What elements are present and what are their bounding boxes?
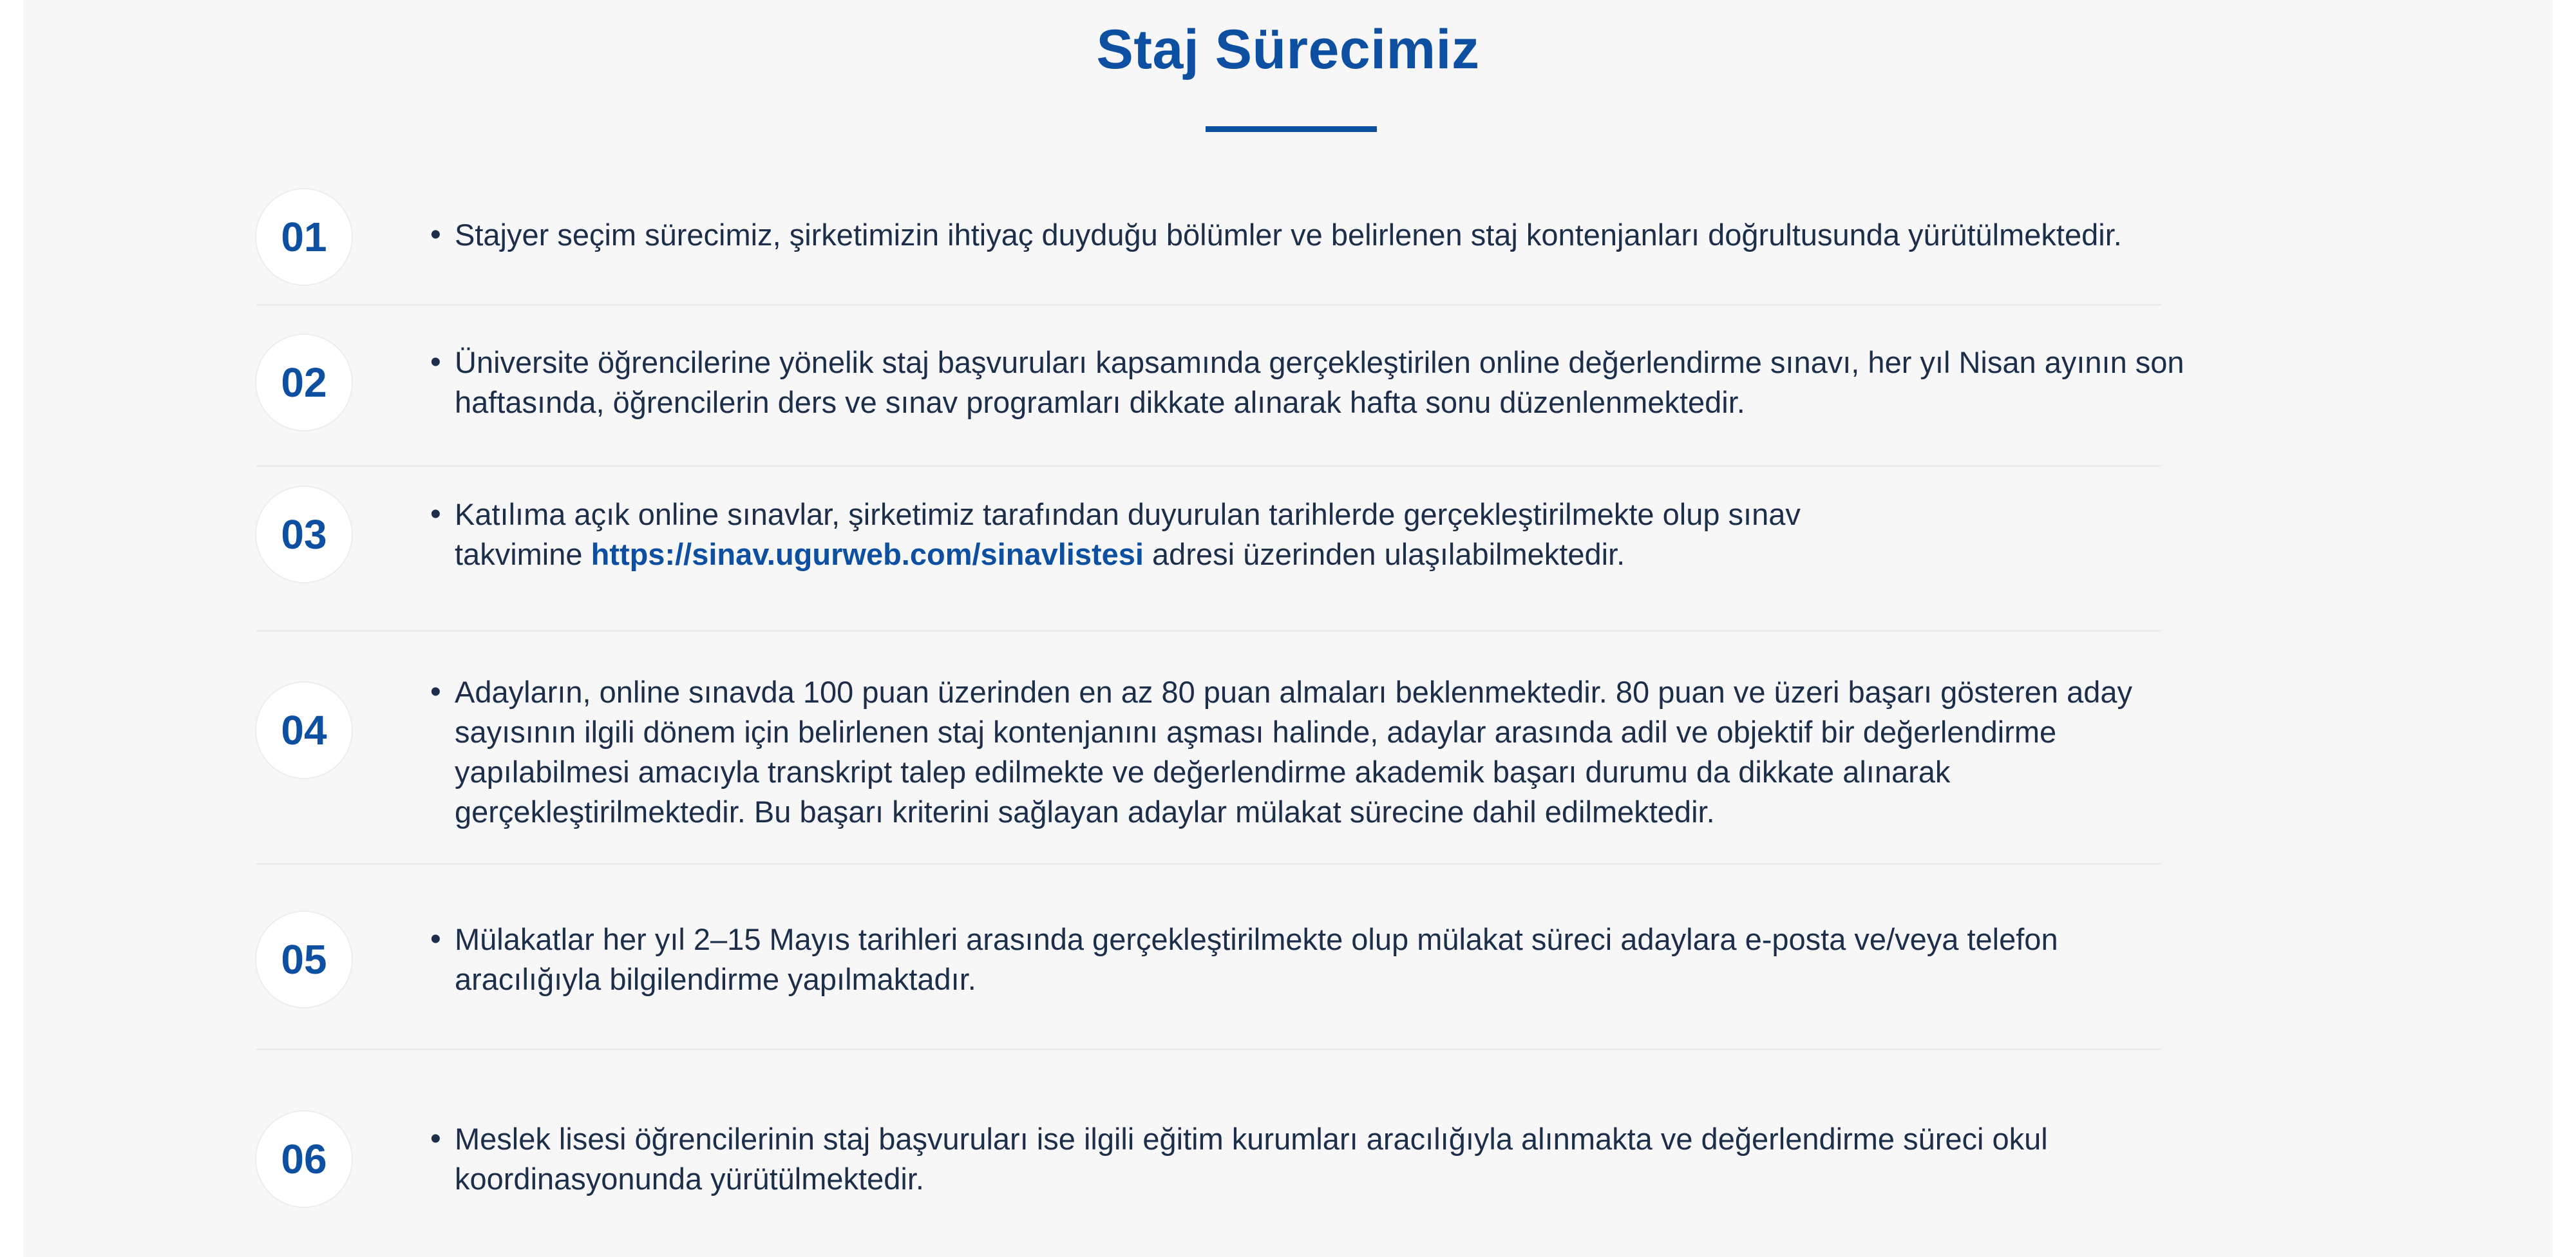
step-text-after: adresi üzerinden ulaşılabilmektedir. [1152,537,1625,571]
step-text [455,495,1897,574]
step-text: Stajyer seçim sürecimiz, şirketimizin ihtiyaç duyduğu bölümler ve belirlenen staj kontenjanları doğrultusunda yürütülmektedir. [455,218,2122,252]
step-number: 02 [255,334,353,431]
step-number: 01 [255,188,353,286]
title-underline [1206,126,1377,132]
step-text-before: Katılıma açık online sınavlar, şirketimiz tarafından duyurulan tarihlerde gerçekleştirilmekte olup sınav takvimine [455,497,1801,571]
divider [256,1048,2161,1050]
step-number: 03 [255,486,353,583]
step-number: 05 [255,911,353,1008]
step-text: Mülakatlar her yıl 2–15 Mayıs tarihleri arasında gerçekleştirilmekte olup mülakat süreci adaylara e-posta ve/veya telefon aracılığıyla bilgilendirme yapılmaktadır. [455,922,2058,996]
exam-list-link[interactable]: https://sinav.ugurweb.com/sinavlistesi [591,537,1144,571]
bullet-icon: • [430,345,441,379]
step-number: 04 [255,681,353,779]
divider [256,465,2161,467]
bullet-icon: • [430,218,441,252]
bullet-icon: • [430,497,441,531]
step-text: Üniversite öğrencilerine yönelik staj başvuruları kapsamında gerçekleştirilen online değerlendirme sınavı, her yıl Nisan ayının son haftasında, öğrencilerin ders ve sınav programları dikkate alınarak hafta sonu düzenlenmektedir. [455,345,2184,419]
bullet-icon: • [430,1122,441,1156]
divider [256,304,2161,306]
step-text: Adayların, online sınavda 100 puan üzerinden en az 80 puan almaları beklenmektedir. 80 puan ve üzeri başarı gösteren aday sayısının ilgili dönem için belirlenen staj kontenjanını aşması halinde, adaylar arasında adil ve objektif bir değerlendirme yapılabilmesi amacıyla transkript talep edilmekte ve değerlendirme akademik başarı durumu da dikkate alınarak gerçekleştirilmektedir. Bu başarı kriterini sağlayan adaylar mülakat sürecine dahil edilmektedir. [455,675,2133,829]
section-title: Staj Sürecimiz [1096,19,1480,80]
bullet-icon: • [430,922,441,956]
process-section [23,0,2553,1257]
divider [256,863,2161,865]
divider [256,630,2161,632]
step-text: Meslek lisesi öğrencilerinin staj başvuruları ise ilgili eğitim kurumları aracılığıyla alınmakta ve değerlendirme süreci okul koordinasyonunda yürütülmektedir. [455,1122,2048,1196]
bullet-icon: • [430,675,441,709]
step-number: 06 [255,1110,353,1208]
